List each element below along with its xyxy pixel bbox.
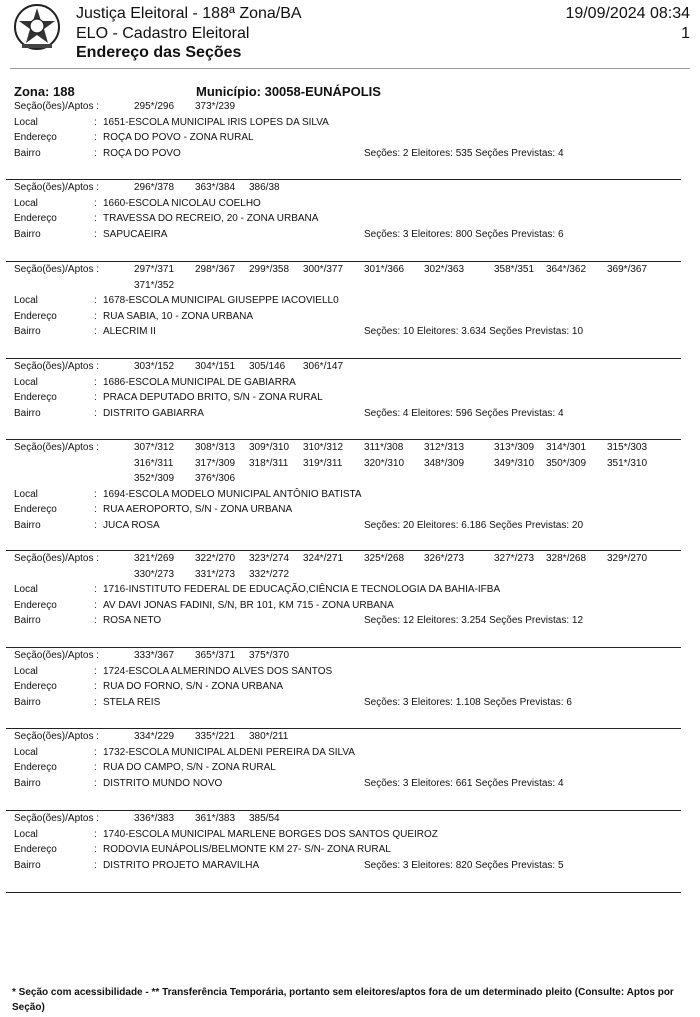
secao-apto: 323*/274 [249, 553, 290, 564]
endereco-value: ROÇA DO POVO - ZONA RURAL [103, 132, 254, 143]
secao-apto: 335*/221 [195, 731, 236, 742]
local-value: 1651-ESCOLA MUNICIPAL IRIS LOPES DA SILVA [103, 116, 329, 128]
bairro-row [14, 146, 684, 162]
local-label: Local [14, 116, 38, 128]
secao-apto: 333*/367 [134, 650, 175, 661]
secoes-codes [134, 456, 684, 472]
colon-separator: : [94, 213, 97, 224]
colon-separator: : [94, 407, 97, 419]
endereco-row [14, 502, 684, 518]
colon-separator: : [94, 615, 97, 626]
section-block [14, 180, 684, 242]
secao-apto: 322*/270 [195, 553, 236, 564]
secao-apto: 361*/383 [195, 813, 236, 824]
endereco-label: Endereço [14, 681, 57, 692]
secao-apto: 308*/313 [195, 442, 236, 453]
local-row [14, 582, 684, 598]
local-value: 1686-ESCOLA MUNICIPAL DE GABIARRA [103, 376, 296, 388]
endereco-row [14, 211, 684, 227]
section-divider [6, 892, 681, 893]
section-block [14, 811, 684, 873]
secoes-codes [134, 567, 684, 583]
endereco-value: TRAVESSA DO RECREIO, 20 - ZONA URBANA [103, 213, 319, 224]
local-value: 1660-ESCOLA NICOLAU COELHO [103, 197, 261, 209]
secoes-codes [134, 551, 684, 567]
local-row [14, 664, 684, 680]
secao-apto: 303*/152 [134, 361, 175, 372]
bairro-label: Bairro [14, 696, 41, 708]
secao-apto: 318*/311 [249, 457, 289, 469]
bairro-row [14, 613, 684, 629]
bairro-value: DISTRITO PROJETO MARAVILHA [103, 859, 260, 871]
local-row [14, 293, 684, 309]
zone-label: Zona: 188 [14, 84, 75, 99]
endereco-label: Endereço [14, 392, 57, 403]
secoes-row [14, 551, 684, 567]
secao-apto: 320*/310 [364, 457, 405, 469]
secoes-codes [134, 648, 684, 664]
section-block [14, 99, 684, 161]
secao-apto: 326*/273 [424, 553, 465, 564]
secao-apto: 301*/366 [364, 264, 405, 275]
colon-separator: : [94, 599, 97, 611]
local-value: 1740-ESCOLA MUNICIPAL MARLENE BORGES DOS SANTOS QUEIROZ [103, 828, 438, 840]
section-stats: Seções: 20 Eleitores: 6.186 Seções Previstas: 20 [364, 519, 584, 531]
endereco-label: Endereço [14, 504, 57, 515]
local-row [14, 487, 684, 503]
secao-apto: 295*/296 [134, 101, 175, 112]
secao-apto: 316*/311 [134, 457, 174, 469]
bairro-row [14, 324, 684, 340]
secao-apto: 376*/306 [195, 473, 236, 484]
bairro-row [14, 406, 684, 422]
endereco-row [14, 130, 684, 146]
local-value: 1716-INSTITUTO FEDERAL DE EDUCAÇÃO,CIÊNCIA E TECNOLOGIA DA BAHIA-IFBA [103, 584, 501, 595]
colon-separator: : [94, 584, 97, 595]
endereco-row [14, 760, 684, 776]
bairro-value: ROSA NETO [103, 615, 162, 626]
endereco-value: RUA AEROPORTO, S/N - ZONA URBANA [103, 504, 293, 515]
page-number: 1 [681, 25, 690, 42]
secoes-codes [134, 811, 684, 827]
section-block [14, 359, 684, 421]
endereco-row [14, 309, 684, 325]
secao-apto: 317*/309 [195, 457, 236, 469]
secoes-codes [134, 471, 684, 487]
secoes-row [14, 278, 684, 294]
secoes-codes [134, 99, 684, 115]
bairro-value: DISTRITO MUNDO NOVO [103, 777, 223, 789]
endereco-row [14, 390, 684, 406]
secao-apto: 296*/378 [134, 182, 175, 193]
colon-separator: : [94, 777, 97, 789]
endereco-value: RUA DO CAMPO, S/N - ZONA RURAL [103, 762, 276, 773]
endereco-label: Endereço [14, 762, 57, 773]
secoes-codes [134, 729, 684, 745]
bairro-value: ALECRIM II [103, 326, 156, 337]
bairro-label: Bairro [14, 519, 41, 531]
endereco-label: Endereço [14, 213, 57, 224]
report-title: Endereço das Seções [76, 44, 242, 61]
local-label: Local [14, 665, 38, 677]
colon-separator: : [94, 197, 97, 209]
secoes-row [14, 456, 684, 472]
bairro-value: DISTRITO GABIARRA [103, 407, 204, 419]
colon-separator: : [94, 132, 97, 143]
section-stats: Seções: 3 Eleitores: 800 Seções Previstas: 6 [364, 228, 564, 240]
secao-apto: 315*/303 [607, 442, 648, 453]
section-block [14, 729, 684, 791]
secoes-label: Seção(ões)/Aptos : [14, 361, 100, 372]
colon-separator: : [94, 859, 97, 871]
colon-separator: : [94, 746, 97, 758]
report-datetime: 19/09/2024 08:34 [565, 5, 690, 22]
secoes-label: Seção(ões)/Aptos : [14, 264, 100, 275]
endereco-label: Endereço [14, 599, 57, 611]
section-block [14, 262, 684, 340]
secao-apto: 380*/211 [249, 731, 289, 742]
local-row [14, 745, 684, 761]
secao-apto: 329*/270 [607, 553, 648, 564]
colon-separator: : [94, 504, 97, 515]
secao-apto: 351*/310 [607, 457, 648, 469]
section-stats: Seções: 3 Eleitores: 661 Seções Previstas: 4 [364, 777, 564, 789]
local-label: Local [14, 828, 38, 840]
secoes-codes [134, 359, 684, 375]
secoes-label: Seção(ões)/Aptos : [14, 101, 100, 112]
municipio-label: Município: 30058-EUNÁPOLIS [196, 84, 381, 99]
colon-separator: : [94, 147, 97, 159]
local-row [14, 196, 684, 212]
local-value: 1732-ESCOLA MUNICIPAL ALDENI PEREIRA DA SILVA [103, 746, 355, 758]
header-divider [10, 68, 690, 69]
secao-apto: 297*/371 [134, 264, 175, 275]
footer-note: * Seção com acessibilidade - ** Transferência Temporária, portanto sem eleitores/aptos fora de um determinado pleito (Consulte: Aptos por Seção) [12, 987, 674, 1013]
secao-apto: 325*/268 [364, 553, 405, 564]
colon-separator: : [94, 519, 97, 531]
section-stats: Seções: 10 Eleitores: 3.634 Seções Previstas: 10 [364, 326, 584, 337]
secao-apto: 358*/351 [494, 264, 535, 275]
bairro-label: Bairro [14, 407, 41, 419]
secao-apto: 365*/371 [195, 650, 236, 661]
bairro-label: Bairro [14, 777, 41, 789]
secoes-label: Seção(ões)/Aptos : [14, 813, 100, 824]
secao-apto: 364*/362 [546, 264, 587, 275]
secao-apto: 352*/309 [134, 473, 175, 484]
colon-separator: : [94, 376, 97, 388]
secoes-label: Seção(ões)/Aptos : [14, 442, 100, 453]
endereco-row [14, 598, 684, 614]
section-block [14, 440, 684, 533]
secao-apto: 313*/309 [494, 442, 535, 453]
secoes-row [14, 648, 684, 664]
secao-apto: 327*/273 [494, 553, 535, 564]
secoes-row [14, 811, 684, 827]
local-value: 1678-ESCOLA MUNICIPAL GIUSEPPE IACOVIELL0 [103, 295, 339, 306]
local-label: Local [14, 197, 38, 209]
bairro-row [14, 227, 684, 243]
bairro-value: SAPUCAEIRA [103, 228, 168, 240]
secoes-row [14, 729, 684, 745]
secao-apto: 363*/384 [195, 182, 236, 193]
section-stats: Seções: 3 Eleitores: 820 Seções Previstas: 5 [364, 859, 564, 871]
secao-apto: 369*/367 [607, 264, 648, 275]
header-title: Justiça Eleitoral - 188ª Zona/BA [76, 5, 302, 22]
local-row [14, 827, 684, 843]
secao-apto: 336*/383 [134, 813, 175, 824]
secao-apto: 375*/370 [249, 650, 290, 661]
secoes-label: Seção(ões)/Aptos : [14, 553, 100, 564]
bairro-row [14, 776, 684, 792]
endereco-row [14, 842, 684, 858]
secoes-row [14, 180, 684, 196]
colon-separator: : [94, 326, 97, 337]
secao-apto: 312*/313 [424, 442, 465, 453]
bairro-label: Bairro [14, 326, 41, 337]
secoes-codes [134, 262, 684, 278]
endereco-value: RUA SABIA, 10 - ZONA URBANA [103, 310, 254, 322]
secoes-row [14, 471, 684, 487]
colon-separator: : [94, 844, 97, 855]
secao-apto: 350*/309 [546, 457, 587, 469]
secao-apto: 309*/310 [249, 442, 290, 453]
section-block [14, 648, 684, 710]
secao-apto: 373*/239 [195, 101, 236, 112]
secoes-row [14, 262, 684, 278]
secao-apto: 306*/147 [303, 361, 344, 372]
colon-separator: : [94, 116, 97, 128]
local-label: Local [14, 295, 38, 306]
bairro-row [14, 518, 684, 534]
secao-apto: 321*/269 [134, 553, 175, 564]
secoes-codes [134, 278, 684, 294]
secao-apto: 328*/268 [546, 553, 587, 564]
local-value: 1724-ESCOLA ALMERINDO ALVES DOS SANTOS [103, 665, 333, 677]
brasao-icon [12, 2, 62, 52]
secoes-codes [134, 180, 684, 196]
secao-apto: 310*/312 [303, 442, 344, 453]
bairro-value: ROÇA DO POVO [103, 147, 181, 159]
local-label: Local [14, 376, 38, 388]
secao-apto: 331*/273 [195, 568, 236, 580]
colon-separator: : [94, 488, 97, 500]
secao-apto: 334*/229 [134, 731, 175, 742]
section-stats: Seções: 2 Eleitores: 535 Seções Previstas: 4 [364, 147, 564, 159]
colon-separator: : [94, 828, 97, 840]
secao-apto: 298*/367 [195, 264, 236, 275]
colon-separator: : [94, 681, 97, 692]
secao-apto: 348*/309 [424, 457, 465, 469]
colon-separator: : [94, 696, 97, 708]
secao-apto: 299*/358 [249, 264, 290, 275]
secoes-row [14, 359, 684, 375]
secoes-row [14, 440, 684, 456]
endereco-value: PRACA DEPUTADO BRITO, S/N - ZONA RURAL [103, 392, 323, 403]
bairro-label: Bairro [14, 228, 41, 240]
bairro-value: JUCA ROSA [103, 519, 160, 531]
secao-apto: 311*/308 [364, 442, 404, 453]
colon-separator: : [94, 228, 97, 240]
secao-apto: 385/54 [249, 813, 280, 824]
colon-separator: : [94, 665, 97, 677]
secao-apto: 330*/273 [134, 568, 175, 580]
report-header [0, 0, 700, 70]
secoes-codes [134, 440, 684, 456]
local-label: Local [14, 584, 38, 595]
secao-apto: 371*/352 [134, 279, 175, 291]
endereco-row [14, 679, 684, 695]
secao-apto: 307*/312 [134, 442, 175, 453]
secao-apto: 332*/272 [249, 568, 290, 580]
bairro-row [14, 695, 684, 711]
bairro-label: Bairro [14, 859, 41, 871]
section-stats: Seções: 12 Eleitores: 3.254 Seções Previstas: 12 [364, 615, 584, 626]
secao-apto: 302*/363 [424, 264, 465, 275]
local-value: 1694-ESCOLA MODELO MUNICIPAL ANTÔNIO BATISTA [103, 488, 362, 500]
local-label: Local [14, 746, 38, 758]
secao-apto: 314*/301 [546, 442, 587, 453]
bairro-value: STELA REIS [103, 696, 161, 708]
bairro-label: Bairro [14, 615, 41, 626]
header-subtitle: ELO - Cadastro Eleitoral [76, 25, 250, 42]
endereco-label: Endereço [14, 132, 57, 143]
bairro-label: Bairro [14, 147, 41, 159]
colon-separator: : [94, 310, 97, 322]
secao-apto: 324*/271 [303, 553, 344, 564]
secoes-row [14, 99, 684, 115]
section-stats: Seções: 3 Eleitores: 1.108 Seções Previstas: 6 [364, 696, 572, 708]
secao-apto: 319*/311 [303, 457, 343, 469]
secao-apto: 386/38 [249, 182, 280, 193]
secao-apto: 305/146 [249, 361, 286, 372]
endereco-value: RODOVIA EUNÁPOLIS/BELMONTE KM 27- S/N- ZONA RURAL [103, 844, 391, 855]
secoes-label: Seção(ões)/Aptos : [14, 182, 100, 193]
local-row [14, 115, 684, 131]
local-label: Local [14, 488, 38, 500]
secao-apto: 349*/310 [494, 457, 535, 469]
colon-separator: : [94, 392, 97, 403]
colon-separator: : [94, 295, 97, 306]
secoes-label: Seção(ões)/Aptos : [14, 731, 100, 742]
secoes-label: Seção(ões)/Aptos : [14, 650, 100, 661]
local-row [14, 375, 684, 391]
endereco-value: RUA DO FORNO, S/N - ZONA URBANA [103, 681, 284, 692]
secao-apto: 304*/151 [195, 361, 236, 372]
endereco-value: AV DAVI JONAS FADINI, S/N, BR 101, KM 715 - ZONA URBANA [103, 599, 394, 611]
zone-line [14, 84, 684, 99]
section-block [14, 551, 684, 629]
bairro-row [14, 858, 684, 874]
endereco-label: Endereço [14, 844, 57, 855]
endereco-label: Endereço [14, 310, 57, 322]
section-stats: Seções: 4 Eleitores: 596 Seções Previstas: 4 [364, 407, 564, 419]
colon-separator: : [94, 762, 97, 773]
secoes-row [14, 567, 684, 583]
secao-apto: 300*/377 [303, 264, 344, 275]
